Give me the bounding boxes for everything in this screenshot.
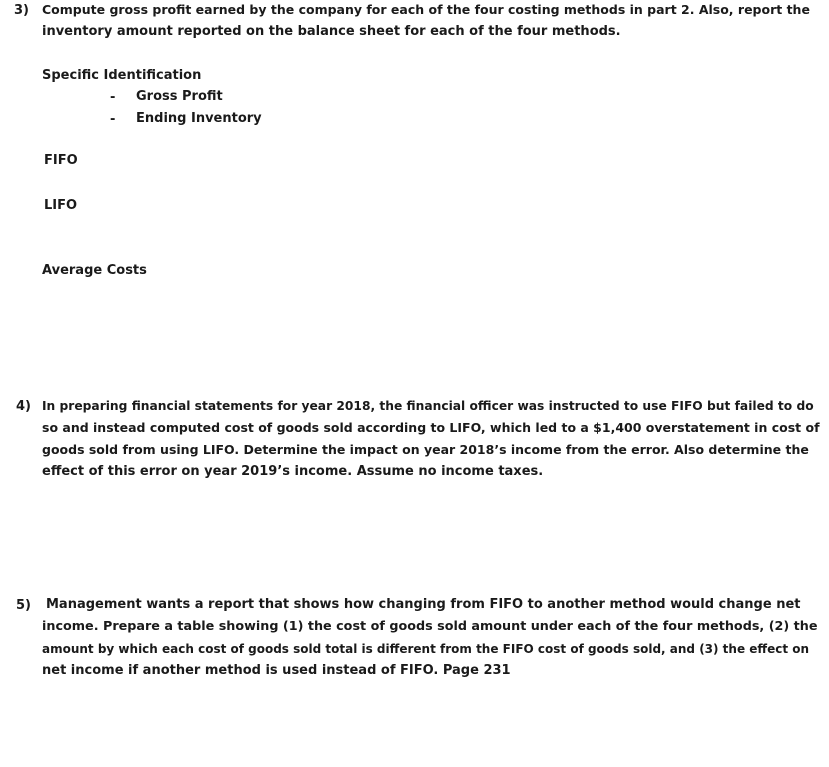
question-4-line-1: In preparing financial statements for year 2018, the financial officer was instructed to use FIFO but failed to do bbox=[42, 399, 814, 413]
question-4-line-2: so and instead computed cost of goods sold according to LIFO, which led to a $1,400 overstatement in cost of bbox=[42, 420, 820, 435]
question-5-line-4: net income if another method is used instead of FIFO. Page 231 bbox=[42, 663, 511, 678]
question-4-line-3: goods sold from using LIFO. Determine the impact on year 2018’s income from the error. Also determine the bbox=[42, 442, 809, 457]
question-4-line-4: effect of this error on year 2019’s income. Assume no income taxes. bbox=[42, 464, 544, 479]
question-5-number: 5) bbox=[16, 598, 31, 613]
gross-profit-label: Gross Profit bbox=[136, 89, 223, 104]
question-3-line-2: inventory amount reported on the balance sheet for each of the four methods. bbox=[42, 24, 621, 39]
lifo-heading: LIFO bbox=[44, 198, 78, 213]
bullet-dash-2: - bbox=[110, 112, 116, 127]
ending-inventory-label: Ending Inventory bbox=[136, 111, 262, 126]
specific-identification-heading: Specific Identification bbox=[42, 68, 202, 83]
question-5-line-2: income. Prepare a table showing (1) the cost of goods sold amount under each of the four methods, (2) the bbox=[42, 619, 818, 634]
question-3-line-1: Compute gross profit earned by the company for each of the four costing methods in part 2. Also, report the bbox=[42, 2, 810, 17]
question-5-line-1: Management wants a report that shows how changing from FIFO to another method would change net bbox=[46, 597, 801, 612]
bullet-dash-1: - bbox=[110, 90, 116, 105]
fifo-heading: FIFO bbox=[44, 153, 78, 168]
question-4-number: 4) bbox=[16, 399, 31, 414]
question-3-number: 3) bbox=[14, 3, 29, 18]
average-costs-heading: Average Costs bbox=[42, 263, 147, 278]
question-5-line-3: amount by which each cost of goods sold total is different from the FIFO cost of goods sold, and (3) the effect on bbox=[42, 642, 810, 656]
